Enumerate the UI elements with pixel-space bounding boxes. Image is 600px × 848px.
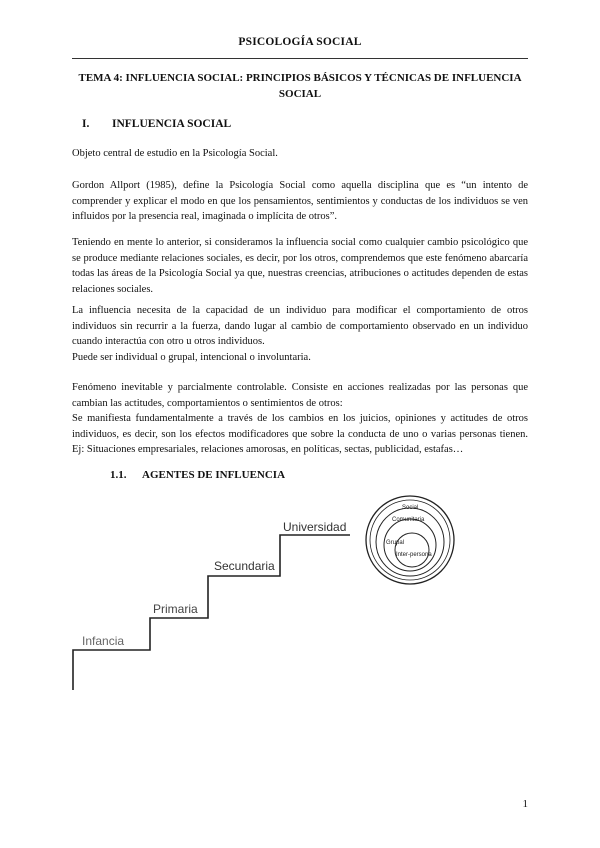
paragraph-text: Teniendo en mente lo anterior, si consideramos la influencia social como cualquier cambio psicológico que se produce mediante relaciones sociales, es decir, por los otros, comprendemos que este fenómeno abarcaría todas las áreas de la Psicología Social ya que, nuestras creencias, atribuciones o actitudes dependen de estas relaciones sociales.: [72, 237, 528, 295]
circle-interpersona: [395, 533, 429, 567]
step-label-secundaria: Secundaria: [214, 559, 275, 573]
circle-label-interpersona: Inter-persona: [396, 552, 432, 558]
header-rule: [72, 58, 528, 59]
paragraph-text: Puede ser individual o grupal, intencional o involuntaria.: [72, 351, 311, 363]
agents-diagram: [0, 490, 600, 720]
circle-label-grupal: Grupal: [386, 540, 405, 546]
paragraph-text: Objeto central de estudio en la Psicología Social.: [72, 148, 278, 159]
circle-social-inner: [370, 500, 450, 580]
step-label-universidad: Universidad: [283, 520, 347, 534]
paragraph-text: Fenómeno inevitable y parcialmente controlable. Consiste en acciones realizadas por las personas que cambian las actitudes, comportamientos o sentimientos de otros:: [72, 382, 528, 409]
paragraph-3: [72, 235, 528, 297]
step-label-primaria: Primaria: [153, 602, 198, 616]
section-heading-1-1: [72, 469, 285, 481]
staircase-line: [73, 535, 350, 690]
step-label-infancia: Infancia: [82, 634, 125, 648]
paragraph-text: La influencia necesita de la capacidad de un individuo para modificar el comportamiento de otros individuos sin recurrir a la fuerza, dando lugar al cambio de comportamiento observado en un individuo cuando interactúa con otro u otros individuos.: [72, 305, 528, 347]
paragraph-1: [72, 146, 528, 162]
topic-title: TEMA 4: INFLUENCIA SOCIAL: PRINCIPIOS BÁSICOS Y TÉCNICAS DE INFLUENCIA SOCIAL: [78, 72, 522, 100]
running-header: PSICOLOGÍA SOCIAL: [238, 36, 362, 48]
paragraph-text: Gordon Allport (1985), define la Psicología Social como aquella disciplina que es “un intento de comprender y explicar el modo en que los pensamientos, sentimientos y conductas de los individuos se ven influidos por la presencia real, imaginada o implícita de otros”.: [72, 180, 528, 222]
page-number: 1: [522, 798, 528, 810]
section-number: I.: [82, 118, 90, 130]
paragraph-2: [72, 178, 528, 225]
circle-label-social: Social: [402, 505, 419, 511]
paragraph-text: Se manifiesta fundamentalmente a través de los cambios en los juicios, opiniones y actitudes de otros individuos, es decir, son los efectos modificadores que sobre la conducta de uno o varias personas tienen. Ej: Situaciones empresariales, relaciones amorosas, en políticas, sectas, publicidad, estafas…: [72, 413, 528, 455]
paragraph-4: [72, 303, 528, 365]
circle-label-comunitaria: Comunitaria: [392, 517, 425, 523]
section-title: INFLUENCIA SOCIAL: [112, 118, 232, 130]
paragraph-5: [72, 380, 528, 458]
section-title: AGENTES DE INFLUENCIA: [142, 469, 286, 481]
section-heading-1: [72, 118, 231, 130]
section-number: 1.1.: [110, 469, 127, 481]
